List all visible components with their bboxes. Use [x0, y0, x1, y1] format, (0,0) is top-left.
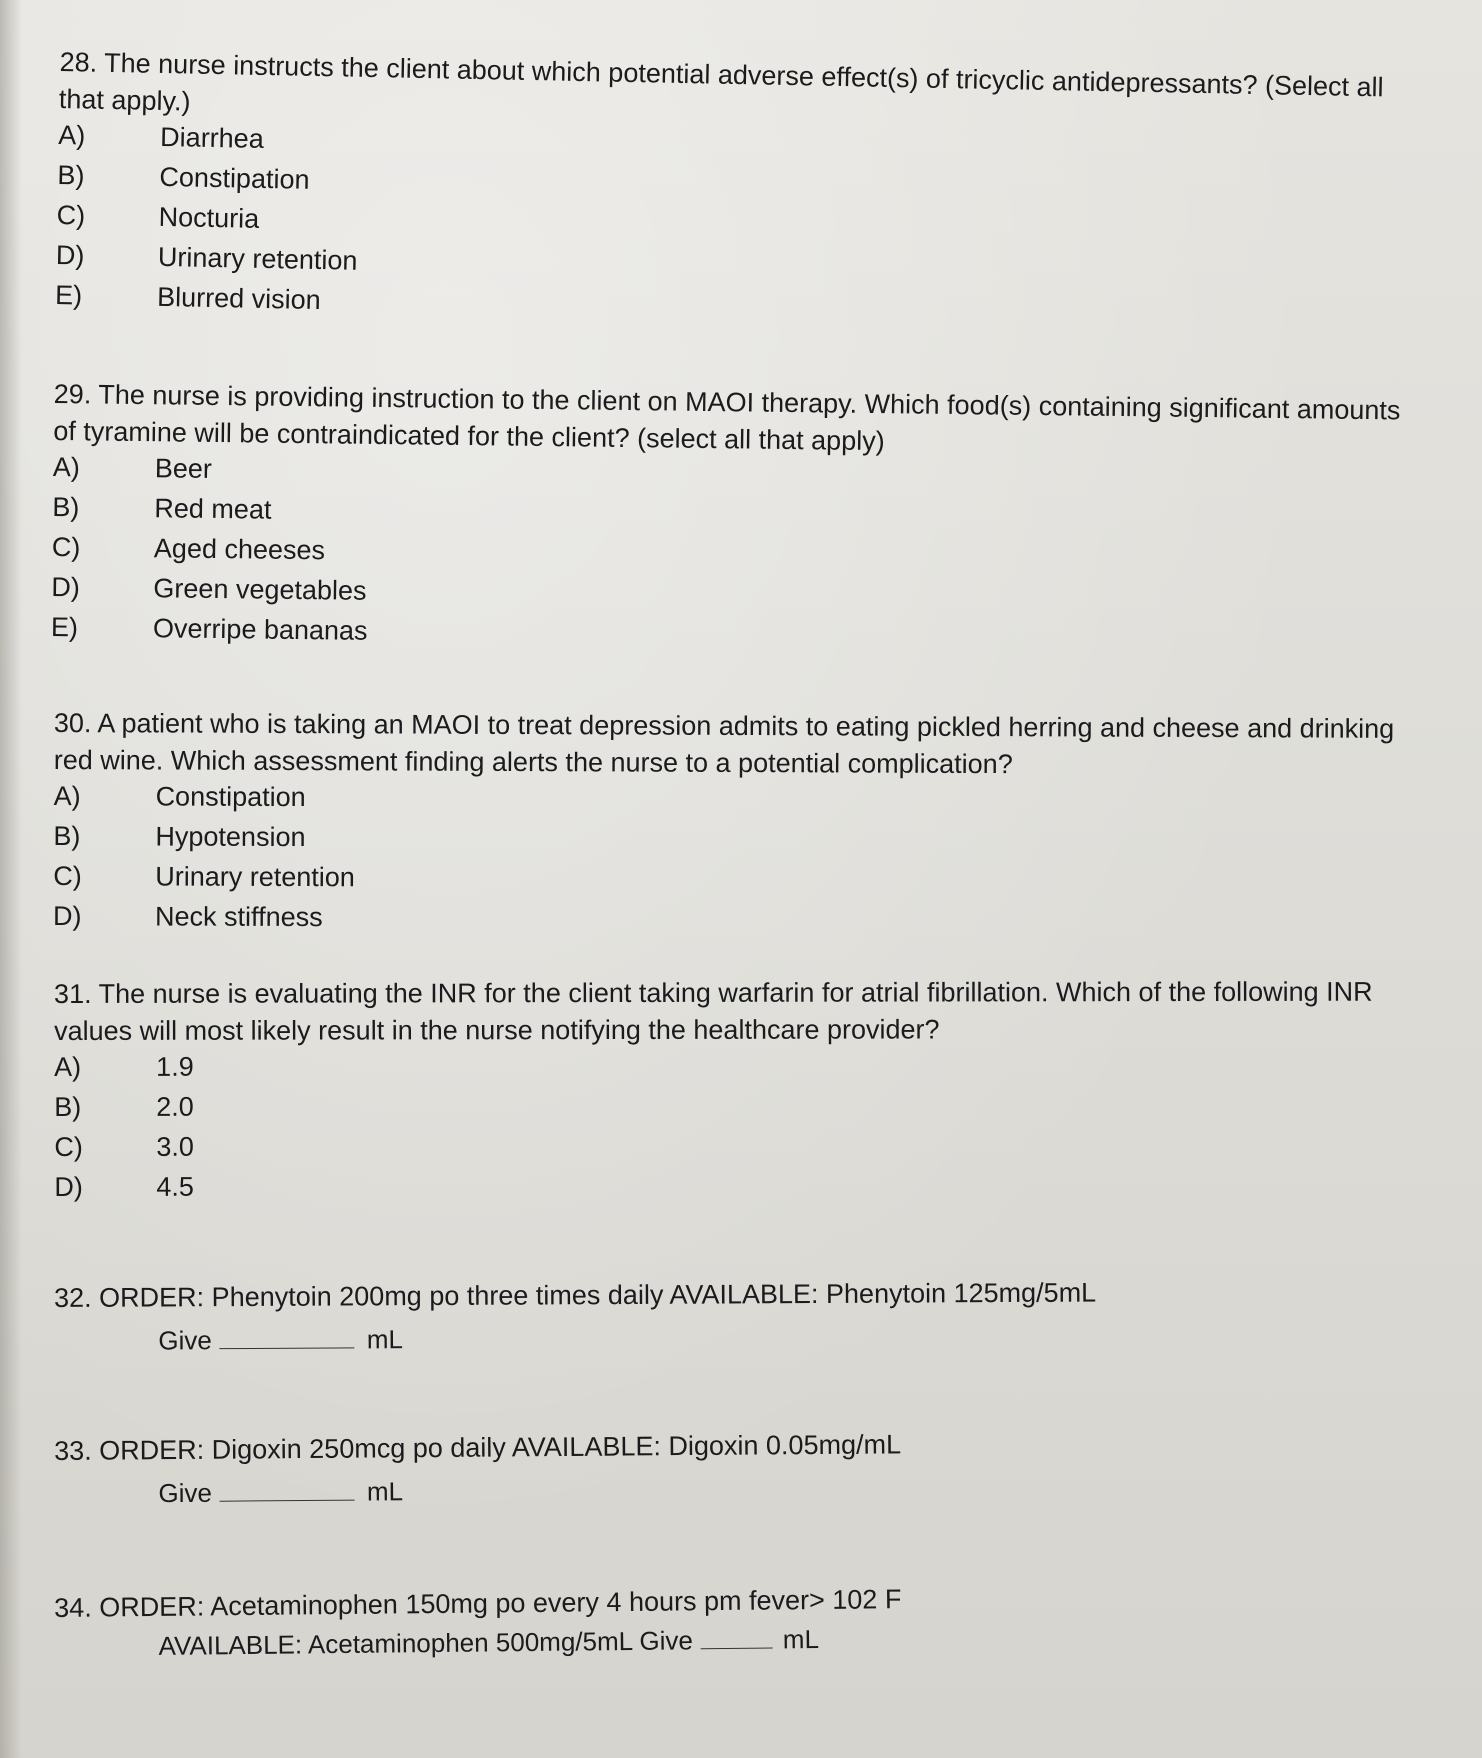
option-letter: B)	[54, 1091, 82, 1122]
option-letter: D)	[55, 239, 85, 271]
question-stem: 29. The nurse is providing instruction to the client on MAOI therapy. Which food(s) containing significant amounts of tyramine will be contraindicated for the client? (select all that apply)	[53, 378, 1401, 457]
option-letter: A)	[52, 451, 81, 483]
question-32	[54, 1273, 1414, 1357]
answer-blank[interactable]	[220, 1323, 355, 1349]
question-stem: 33. ORDER: Digoxin 250mcg po daily AVAILABLE: Digoxin 0.05mg/mL	[54, 1429, 902, 1466]
option-text: Aged cheeses	[153, 533, 326, 566]
option-letter: B)	[57, 159, 85, 191]
option-text: Constipation	[159, 161, 310, 195]
give-label: Give	[158, 1325, 212, 1356]
option-letter: E)	[54, 279, 83, 311]
option-text: Urinary retention	[157, 241, 358, 276]
question-34	[54, 1576, 1415, 1663]
option-text: Beer	[154, 453, 213, 484]
option-letter: A)	[57, 119, 86, 151]
question-28	[55, 44, 1420, 346]
option-text: Urinary retention	[155, 861, 355, 893]
option-item	[54, 1090, 1414, 1132]
option-item	[54, 1170, 1414, 1212]
option-letter: A)	[54, 1051, 82, 1082]
option-text: Green vegetables	[153, 573, 367, 606]
option-letter: E)	[50, 611, 79, 643]
option-letter: C)	[53, 860, 82, 892]
option-text: Diarrhea	[159, 121, 265, 154]
answer-blank[interactable]	[220, 1476, 355, 1502]
option-list	[55, 120, 1419, 346]
option-letter: C)	[54, 1131, 83, 1162]
unit-label: mL	[366, 1476, 404, 1507]
option-text: 4.5	[156, 1171, 194, 1202]
option-list	[54, 1050, 1414, 1212]
option-letter: D)	[54, 1171, 83, 1202]
option-text: Blurred vision	[156, 281, 321, 316]
option-letter: A)	[53, 780, 81, 812]
option-letter: D)	[53, 900, 82, 932]
option-text: Overripe bananas	[152, 613, 368, 646]
answer-line	[158, 1318, 1414, 1357]
option-text: Red meat	[154, 493, 272, 525]
question-33	[54, 1422, 1415, 1510]
option-item	[53, 781, 1413, 827]
question-30	[53, 705, 1414, 947]
option-text: Neck stiffness	[155, 901, 323, 933]
answer-line	[158, 1467, 1414, 1509]
question-stem: 31. The nurse is evaluating the INR for the client taking warfarin for atrial fibrillation. Which of the following INR values will most likely result in the nurse notifying the healthcare provider?	[54, 976, 1373, 1046]
option-letter: D)	[51, 571, 81, 603]
question-stem: 32. ORDER: Phenytoin 200mg po three times daily AVAILABLE: Phenytoin 125mg/5mL	[54, 1277, 1097, 1313]
option-text: Hypotension	[155, 821, 306, 853]
question-stem: 30. A patient who is taking an MAOI to treat depression admits to eating pickled herring and cheese and drinking red wine. Which assessment finding alerts the nurse to a potential complication?	[53, 708, 1395, 780]
option-text: 1.9	[156, 1051, 194, 1082]
option-text: 3.0	[156, 1131, 194, 1162]
give-label: Give	[158, 1477, 213, 1509]
unit-label: mL	[366, 1324, 403, 1355]
question-stem: 28. The nurse instructs the client about which potential adverse effect(s) of tricyclic antidepressants? (Select all that apply.)	[58, 46, 1384, 117]
option-item	[54, 1050, 1414, 1092]
option-item	[54, 1130, 1414, 1172]
question-stem: 34. ORDER: Acetaminophen 150mg po every 4 hours pm fever> 102 F	[54, 1584, 902, 1623]
option-letter: B)	[53, 820, 81, 852]
answer-blank[interactable]	[701, 1623, 773, 1649]
question-31	[54, 974, 1414, 1212]
option-text: Constipation	[155, 781, 306, 813]
option-letter: C)	[51, 531, 81, 563]
option-letter: B)	[52, 491, 80, 523]
option-item	[53, 901, 1413, 947]
available-text: AVAILABLE: Acetaminophen 500mg/5mL Give	[158, 1625, 694, 1661]
option-text: 2.0	[156, 1091, 194, 1122]
option-list	[51, 452, 1413, 669]
option-letter: C)	[56, 199, 86, 231]
option-item	[53, 821, 1413, 867]
option-text: Nocturia	[158, 201, 260, 234]
question-29	[51, 376, 1414, 669]
option-item	[53, 861, 1413, 907]
option-list	[53, 781, 1414, 947]
unit-label: mL	[782, 1623, 820, 1655]
